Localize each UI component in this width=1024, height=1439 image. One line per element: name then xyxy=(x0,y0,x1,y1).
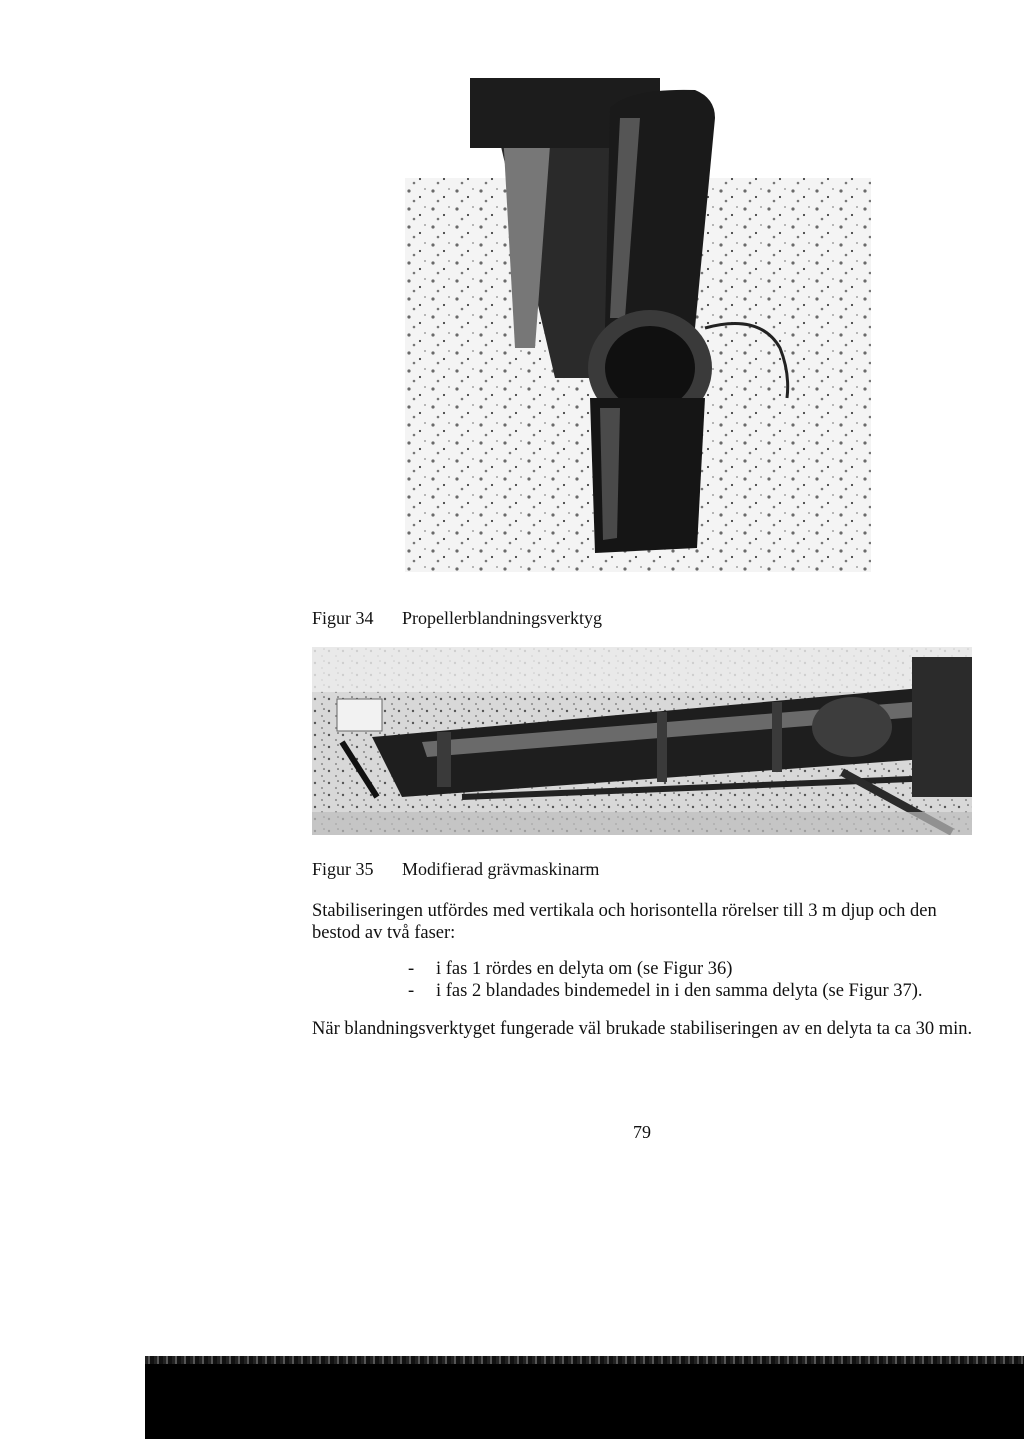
bullet-item-2 xyxy=(408,981,923,1002)
figure-35-number: Figur 35 xyxy=(312,859,374,879)
page-number: 79 xyxy=(633,1122,651,1142)
bullet-text-2: i fas 2 blandades bindemedel in i den samma delyta (se Figur 37). xyxy=(436,981,923,1001)
figure-34-photo xyxy=(405,78,871,572)
bullet-text-1: i fas 1 rördes en delyta om (se Figur 36) xyxy=(436,959,733,979)
body-paragraph-1: Stabiliseringen utfördes med vertikala och horisontella rörelser till 3 m djup och den bestod av två faser: xyxy=(312,901,937,943)
bullet-item-1 xyxy=(408,959,732,980)
figure-34-caption xyxy=(312,608,602,629)
body-paragraph-2: När blandningsverktyget fungerade väl brukade stabiliseringen av en delyta ta ca 30 min. xyxy=(312,1019,973,1039)
figure-35-photo xyxy=(312,647,972,835)
figure-35-caption xyxy=(312,859,599,880)
scan-border-bar xyxy=(145,1356,1024,1439)
figure-35-title: Modifierad grävmaskinarm xyxy=(402,859,600,879)
figure-34-number: Figur 34 xyxy=(312,608,374,628)
bullet-marker: - xyxy=(408,981,415,1001)
bullet-marker: - xyxy=(408,959,415,979)
figure-34-title: Propellerblandningsverktyg xyxy=(402,608,602,628)
